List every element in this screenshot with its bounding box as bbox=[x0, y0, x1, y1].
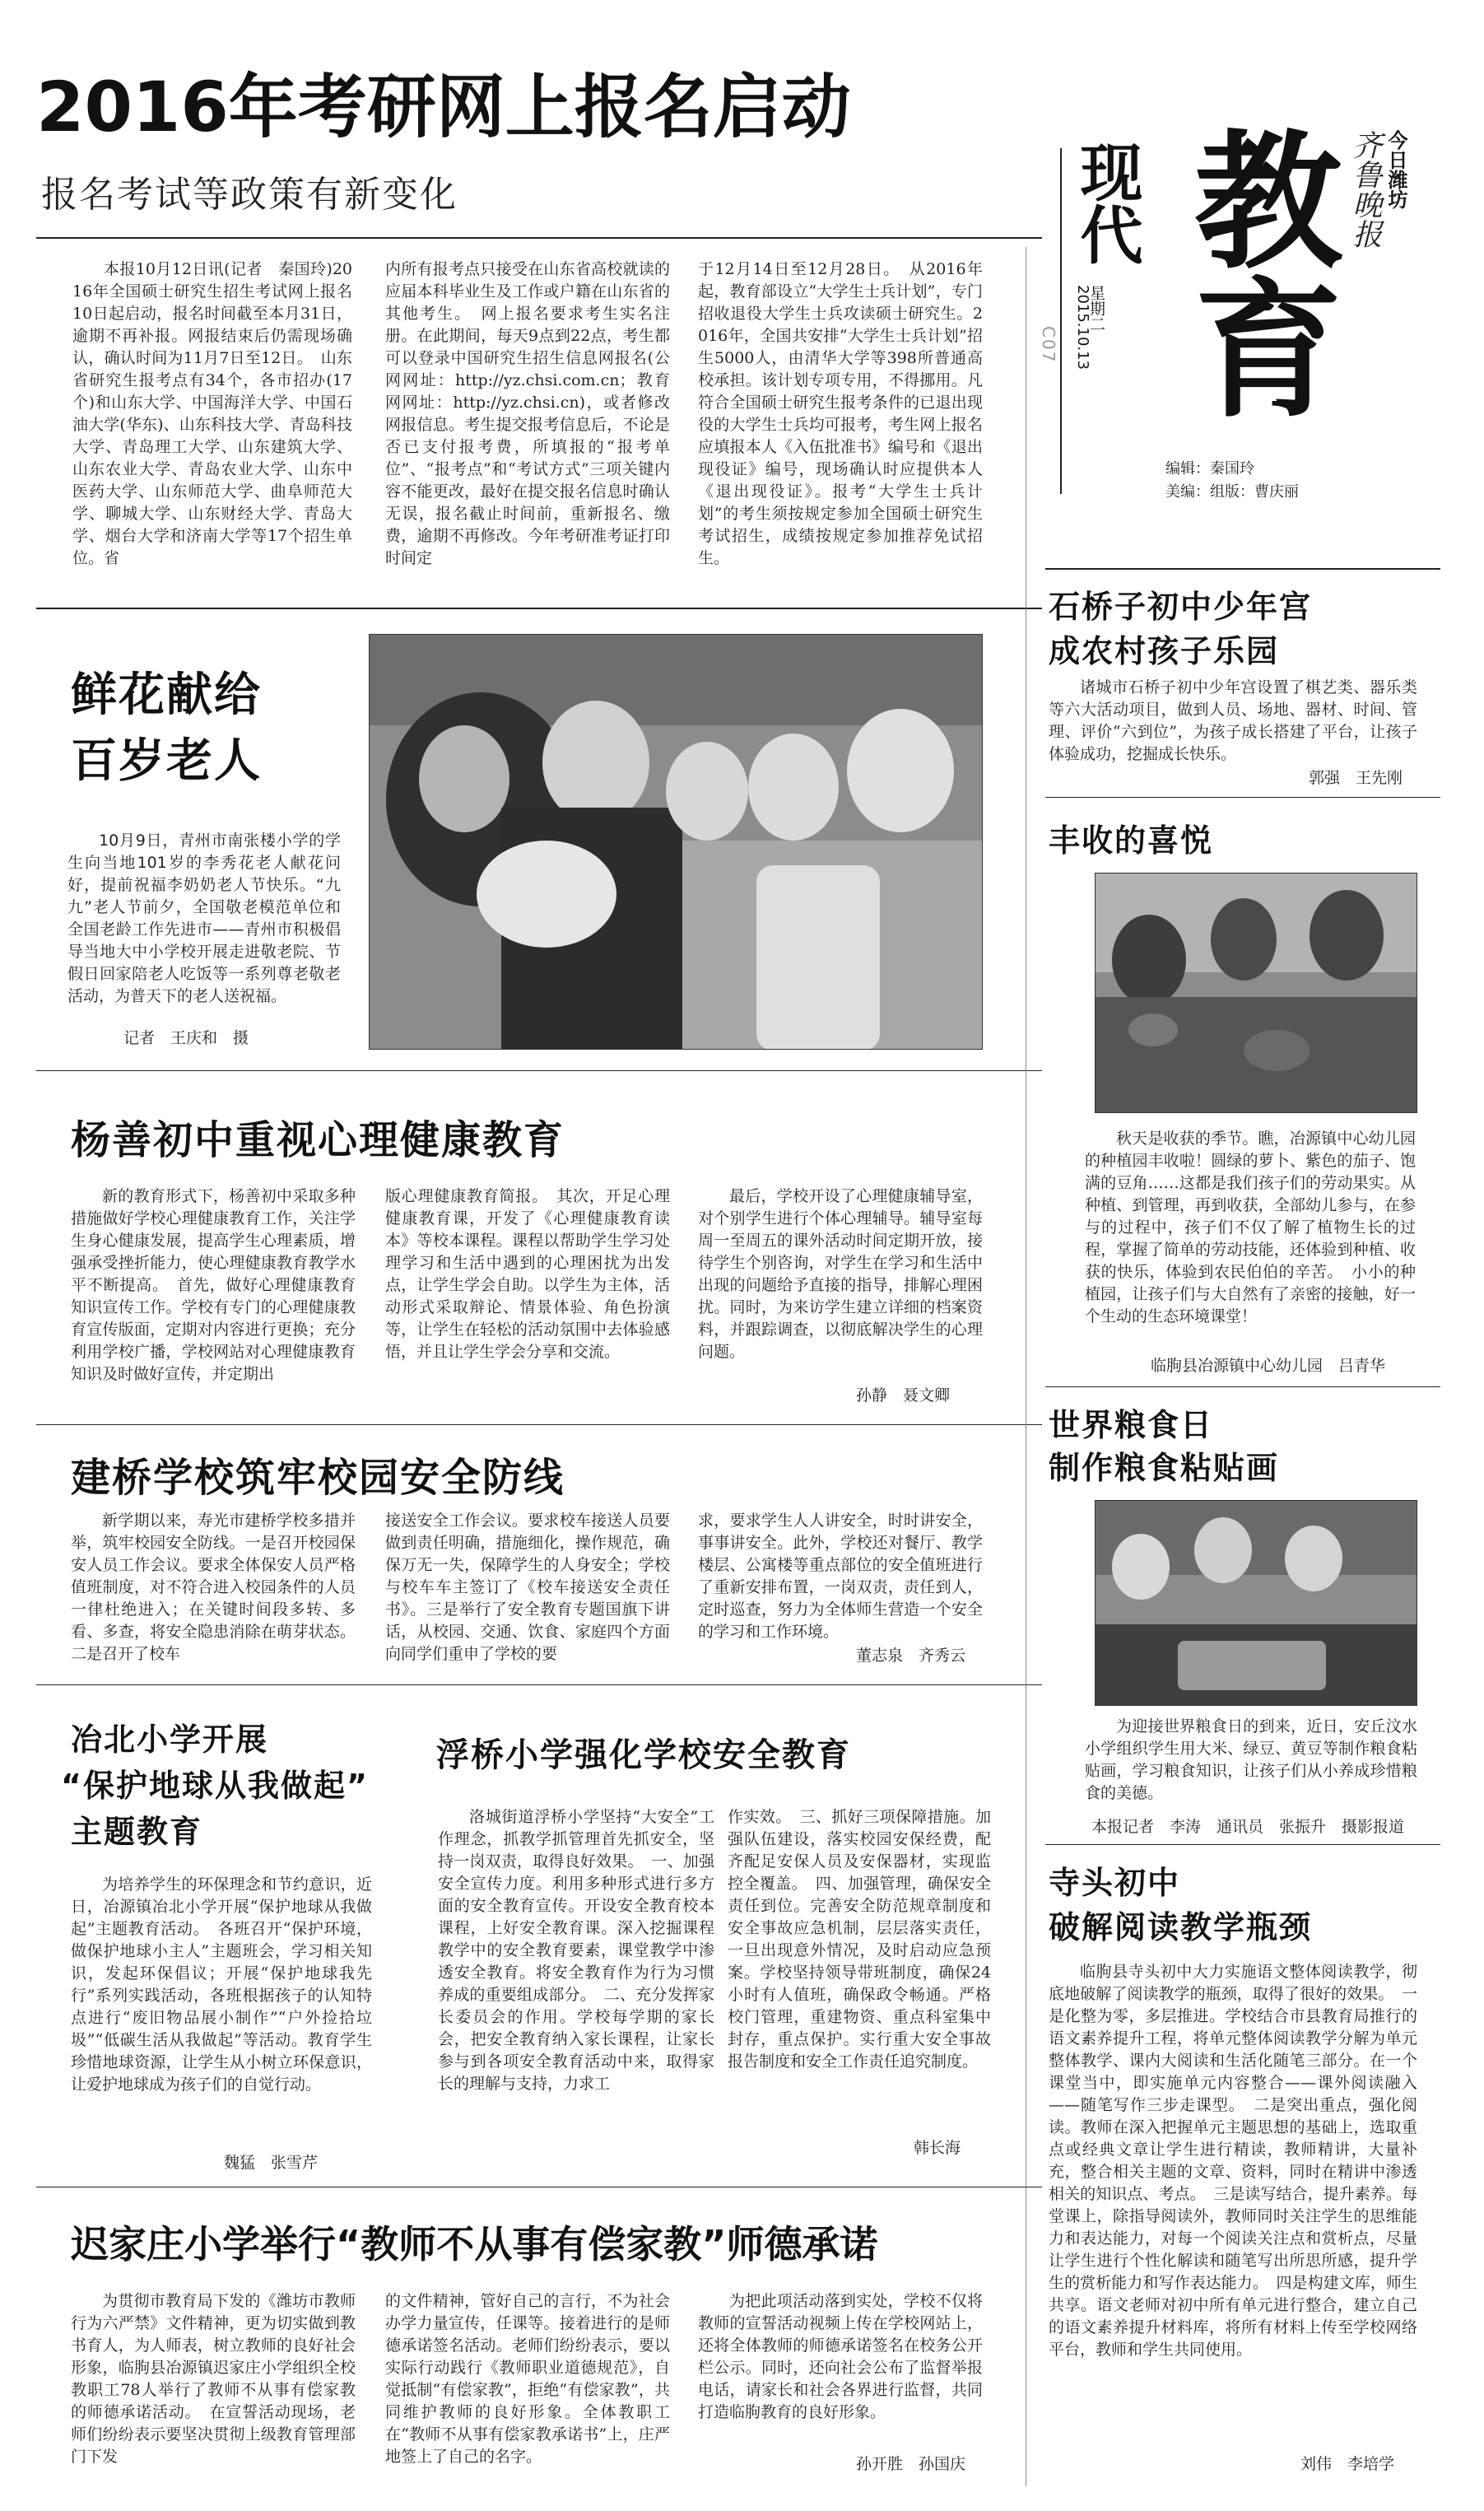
fuqiao-col-1: 洛城街道浮桥小学坚持“大安全”工作理念，抓教学抓管理首先抓安全，坚持一岗双责，取得良好效果。 一、加强安全宣传力度。利用多种形式进行多方面的安全教育宣传。开设安全教育校本课程，上好安全教育课。深入挖掘课程教学中的安全教育要素，课堂教学中渗透安全教育。将安全教育作为行为习惯养成的重要组成部分。 二、充分发挥家长委员会的作用。学校每学期的家长会，把安全教育纳入家长课程，让家长参与到各项安全教育活动中来，取得家长的理解与支持，力求工 bbox=[438, 1808, 714, 2093]
yebei-credit: 魏猛 张雪芹 bbox=[224, 2154, 319, 2172]
foodday-caption: 为迎接世界粮食日的到来，近日，安丘汶水小学组织学生用大米、绿豆、黄豆等制作粮食粘贴画，学习粮食知识，让孩子们从小养成珍惜粮食的美德。 bbox=[1085, 1717, 1417, 1802]
shiqiaozi-title-1: 石桥子初中少年宫 bbox=[1049, 589, 1313, 625]
lead-col-3: 于12月14日至12月28日。 从2016年起，教育部设立“大学生士兵计划”，专门招收退役大学生士兵攻读硕士研究生。2016年，全国共安排“大学生士兵计划”招生5000人，由清华大学等398所普通高校承担。该计划专项专用，不得挪用。凡符合全国硕士研究生报考条件的已退出现役的大学生士兵均可报考，考生网上报名应填报本人《入伍批准书》编号和《退出现役证》编号，现场确认时应提供本人《退出现役证》。报考“大学生士兵计划”的考生须按规定参加全国硕士研究生考试招生，成绩按规定参加推荐免试招生。 bbox=[698, 260, 983, 567]
shiqiaozi-credit: 郭强 王先刚 bbox=[1309, 769, 1403, 787]
section-title: 教育 bbox=[1170, 123, 1342, 420]
jianqiao-credit: 董志泉 齐秀云 bbox=[856, 1647, 966, 1665]
yebei-title-2: “保护地球从我做起” bbox=[61, 1768, 369, 1804]
design-credit: 美编：组版：曹庆丽 bbox=[1165, 483, 1299, 501]
shiqiaozi-title-2: 成农村孩子乐园 bbox=[1049, 633, 1280, 669]
yangshan-col-2: 版心理健康教育简报。 其次，开足心理健康教育课，开发了《心理健康教育读本》等校本课程。课程以帮助学生学习处理学习和生活中遇到的心理困扰为出发点，让学生学会自助。以学生为主体，活动形式采取辩论、情景体验、角色扮演等，让学生在轻松的活动氛围中去体验感悟，并且让学生学会分享和交流。 bbox=[385, 1187, 670, 1361]
shiqiaozi-body: 诸城市石桥子初中少年宫设置了棋艺类、器乐类等六大活动项目，做到人员、场地、器材、时间、管理、评价“六到位”，为孩子成长搭建了平台，让孩子体验成功，挖掘成长快乐。 bbox=[1049, 678, 1417, 763]
page-code: C07 bbox=[1039, 326, 1058, 364]
edition-label: 今日潍坊 bbox=[1384, 130, 1407, 209]
harvest-headline: 丰收的喜悦 bbox=[1049, 822, 1214, 859]
sitou-title-2: 破解阅读教学瓶颈 bbox=[1049, 1909, 1313, 1945]
paper-name-logo: 齐鲁晚报 bbox=[1348, 130, 1382, 249]
chijia-col-1: 为贯彻市教育局下发的《潍坊市教师行为六严禁》文件精神，更为切实做到教书育人，为人师表，树立教师的良好社会形象，临朐县冶源镇迟家庄小学组织全校教职工78人举行了教师不从事有偿家教的师德承诺活动。 在宣誓活动现场，老师们纷纷表示要坚决贯彻上级教育管理部门下发 bbox=[71, 2292, 356, 2466]
sitou-body: 临朐县寺头初中大力实施语文整体阅读教学，彻底地破解了阅读教学的瓶颈，取得了很好的效果。 一是化整为零，多层推进。学校结合市县教育局推行的语文素养提升工程，将单元整体阅读教学分解为单元整体教学、课内大阅读和生活化随笔三部分。在一个课堂当中，即实施单元内容整合——课外阅读融入——随笔写作三步走课型。 二是突出重点，强化阅读。教师在深入把握单元主题思想的基础上，选取重点或经典文章让学生进行精读，教师精讲，大量补充，整合相关主题的文章、资料，同时在精讲中渗透相关的知识点、考点。 三是读写结合，提升素养。每堂课上，除指导阅读外，教师同时关注学生的思维能力和表达能力，对每一个阅读关注点和赏析点，尽量让学生进行个性化解读和随笔写出所思所感，提升学生的赏析能力和写作表达能力。 四是构建文库，师生共享。语文老师对初中所有单元进行整合，建立自己的语文素养提升材料库，将所有材料上传至学校网络平台，教师和学生共同使用。 bbox=[1049, 1963, 1417, 2359]
fuqiao-credit: 韩长海 bbox=[914, 2139, 961, 2157]
flowers-caption: 10月9日，青州市南张楼小学的学生向当地101岁的李秀花老人献花问好，提前祝福李奶奶老人节快乐。“九九”老人节前夕，全国敬老模范单位和全国老龄工作先进市——青州市积极倡导当地大中小学校开展走进敬老院、节假日回家陪老人吃饭等一系列尊老敬老活动，为普天下的老人送祝福。 bbox=[67, 832, 341, 1005]
jianqiao-col-2: 接送安全工作会议。要求校车接送人员要做到责任明确，措施细化，操作规范，确保万无一失，保障学生的人身安全；学校与校车车主签订了《校车接送安全责任书》。三是举行了安全教育专题国旗下讲话，从校园、交通、饮食、家庭四个方面向同学们重申了学校的要 bbox=[385, 1512, 670, 1663]
harvest-credit: 临朐县冶源镇中心幼儿园 吕青华 bbox=[1151, 1357, 1386, 1375]
flowers-title-1: 鲜花献给 bbox=[71, 669, 262, 722]
fuqiao-col-2: 作实效。 三、抓好三项保障措施。加强队伍建设，落实校园安保经费，配齐配足安保人员及安保器材，实现监控全覆盖。 四、加强管理，确保安全责任到位。完善安全防范规章制度和安全事故应急机制，层层落实责任，一旦出现意外情况，及时启动应急预案。学校坚持领导带班制度，确保24小时有人值班，确保政令畅通。严格校门管理，重建物资、重点科室集中封存，重点保护。实行重大安全事故报告制度和安全工作责任追究制度。 bbox=[728, 1808, 991, 2071]
harvest-body: 秋天是收获的季节。瞧，冶源镇中心幼儿园的种植园丰收啦！圆绿的萝卜、紫色的茄子、饱满的豆角……这都是我们孩子们的劳动果实。从种植、到管理，再到收获，全部幼儿参与，在参与的过程中，孩子们不仅了解了植物生长的过程，掌握了简单的劳动技能，还体验到种植、收获的快乐，体验到农民伯伯的辛苦。 小小的种植园，让孩子们与大自然有了亲密的接触，好一个生动的生态环境课堂！ bbox=[1085, 1130, 1416, 1325]
yangshan-credit: 孙静 聂文卿 bbox=[856, 1386, 951, 1405]
sitou-top-rule bbox=[1045, 1844, 1440, 1845]
shiqiaozi-top-rule bbox=[1045, 568, 1440, 570]
elder-flowers-photo bbox=[369, 634, 983, 1050]
foodday-title-1: 世界粮食日 bbox=[1049, 1407, 1214, 1443]
sitou-credit: 刘伟 李培学 bbox=[1300, 2455, 1395, 2473]
yangshan-headline: 杨善初中重视心理健康教育 bbox=[71, 1117, 565, 1163]
harvest-photo bbox=[1095, 873, 1417, 1113]
lead-bottom-rule bbox=[36, 608, 1042, 609]
yebei-title-1: 冶北小学开展 bbox=[71, 1721, 269, 1758]
foodday-title-2: 制作粮食粘贴画 bbox=[1049, 1450, 1280, 1486]
flowers-credit: 记者 王庆和 摄 bbox=[123, 1029, 249, 1047]
lead-headline: 2016年考研网上报名启动 bbox=[36, 67, 851, 147]
flowers-title-2: 百岁老人 bbox=[71, 734, 262, 788]
yebei-top-rule bbox=[36, 1684, 1042, 1685]
yangshan-col-3: 最后，学校开设了心理健康辅导室，对个别学生进行个体心理辅导。辅导室每周一至周五的课外活动时间定期开放，接待学生个别咨询，对学生在学习和生活中出现的问题给予直接的指导，排解心理困扰。同时，为来访学生建立详细的档案资料，并跟踪调查，以彻底解决学生的心理问题。 bbox=[698, 1187, 983, 1361]
editor-credit: 编辑：秦国玲 bbox=[1165, 460, 1254, 478]
yangshan-col-1: 新的教育形式下，杨善初中采取多种措施做好学校心理健康教育工作，关注学生身心健康发展，提高学生心理素质，增强承受挫折能力，使心理健康教育教学水平不断提高。 首先，做好心理健康教育知识宣传工作。学校有专门的心理健康教育宣传版面，定期对内容进行更换；充分利用学校广播，学校网站对心理健康教育知识及时做好宣传，并定期出 bbox=[71, 1187, 356, 1383]
jianqiao-col-1: 新学期以来，寿光市建桥学校多措并举，筑牢校园安全防线。一是召开校园保安人员工作会议。要求全体保安人员严格值班制度，对不符合进入校园条件的人员一律杜绝进入；在关键时间段多转、多看、多查，将安全隐患消除在萌芽状态。二是召开了校车 bbox=[71, 1512, 356, 1663]
jianqiao-col-3: 求，要求学生人人讲安全，时时讲安全，事事讲安全。此外，学校还对餐厅、教学楼层、公寓楼等重点部位的安全值班进行了重新安排布置，一岗双责，责任到人，定时巡查，努力为全体师生营造一个安全的学习和工作环境。 bbox=[698, 1512, 983, 1641]
weekday: 星期二 bbox=[1087, 285, 1105, 332]
yebei-body: 为培养学生的环保理念和节约意识，近日，冶源镇冶北小学开展“保护地球从我做起”主题教育活动。 各班召开“保护环境，做保护地球小主人”主题班会，学习相关知识，发起环保倡议；开展“保护地球我先行”系列实践活动，各班根据孩子的认知特点进行“废旧物品展小制作”“户外捡拾垃圾”“低碳生活从我做起”等活动。教育学生珍惜地球资源，让学生从小树立环保意识，让爱护地球成为孩子们的自觉行动。 bbox=[71, 1875, 372, 2094]
issue-date: 2015.10.13 bbox=[1074, 285, 1091, 370]
foodday-credit: 本报记者 李涛 通讯员 张振升 摄影报道 bbox=[1091, 1818, 1405, 1836]
fuqiao-headline: 浮桥小学强化学校安全教育 bbox=[436, 1736, 851, 1774]
lead-col-1: 本报10月12日讯(记者 秦国玲)2016年全国硕士研究生招生考试网上报名10日起启动，报名时间截至本月31日，逾期不再补报。网报结束后仍需现场确认，确认时间为11月7日至12日。 山东省研究生报考点有34个，各市招办(17个)和山东大学、中国海洋大学、中国石油大学(华东)、山东科技大学、青岛科技大学、青岛理工大学、山东建筑大学、山东农业大学、青岛农业大学、山东中医药大学、山东师范大学、曲阜师范大学、聊城大学、山东财经大学、青岛大学、烟台大学和济南大学等17个招生单位。省 bbox=[72, 260, 352, 567]
sitou-title-1: 寺头初中 bbox=[1049, 1865, 1181, 1901]
chijia-credit: 孙开胜 孙国庆 bbox=[856, 2455, 966, 2473]
food-art-photo bbox=[1095, 1500, 1417, 1706]
lead-subhead: 报名考试等政策有新变化 bbox=[41, 174, 458, 216]
lead-col-2: 内所有报考点只接受在山东省高校就读的应届本科毕业生及工作或户籍在山东省的其他考生。 网上报名要求考生实名注册。在此期间，每天9点到22点，考生都可以登录中国研究生招生信息网报名(公网网址：http://yz.chsi.com.cn；教育网网址：http://yz.chsi.cn)，或者修改网报信息。考生提交报考信息后，不论是否已支付报考费，所填报的“报考单位”、“报考点”和“考试方式”三项关键内容不能更改，最好在提交报名信息时确认无误，报名截止时间前，重新报名、缴费，逾期不再修改。今年考研准考证打印时间定 bbox=[385, 260, 670, 567]
chijia-headline: 迟家庄小学举行“教师不从事有偿家教”师德承诺 bbox=[71, 2222, 878, 2266]
section-sub-title: 现代 bbox=[1070, 140, 1143, 265]
masthead-vertical-rule bbox=[1060, 148, 1062, 494]
yebei-title-3: 主题教育 bbox=[71, 1814, 203, 1850]
foodday-top-rule bbox=[1045, 1386, 1440, 1387]
lead-top-rule bbox=[36, 237, 1042, 239]
harvest-top-rule bbox=[1045, 797, 1440, 798]
jianqiao-headline: 建桥学校筑牢校园安全防线 bbox=[71, 1455, 565, 1501]
chijia-col-3: 为把此项活动落到实处，学校不仅将教师的宣誓活动视频上传在学校网站上，还将全体教师的师德承诺签名在校务公开栏公示。同时，还向社会公布了监督举报电话，请家长和社会各界进行监督，共同打造临朐教育的良好形象。 bbox=[698, 2292, 983, 2421]
yangshan-top-rule bbox=[36, 1070, 1042, 1071]
chijia-col-2: 的文件精神，管好自己的言行，不为社会办学力量宣传，任课等。接着进行的是师德承诺签名活动。老师们纷纷表示，要以实际行动践行《教师职业道德规范》，自觉抵制“有偿家教”，拒绝“有偿家教”，共同维护教师的良好形象。全体教职工在“教师不从事有偿家教承诺书”上，庄严地签上了自己的名字。 bbox=[385, 2292, 670, 2466]
jianqiao-top-rule bbox=[36, 1424, 1042, 1425]
